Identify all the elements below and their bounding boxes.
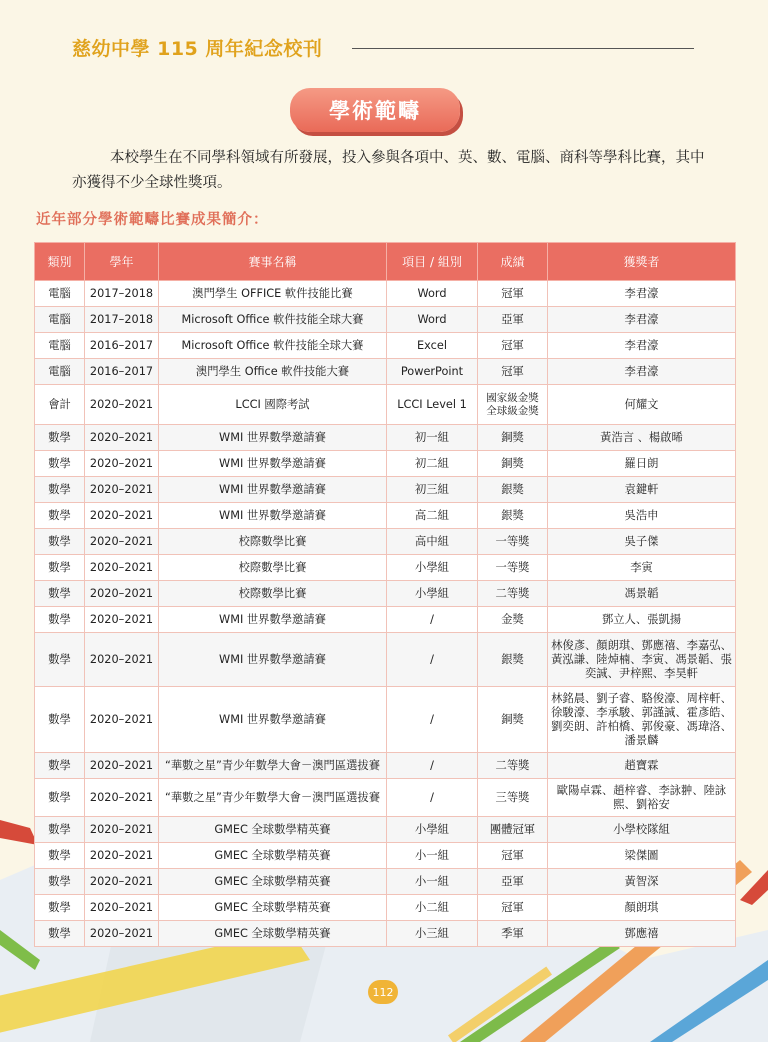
cell-category: 數學 [35, 843, 85, 869]
cell-category: 數學 [35, 555, 85, 581]
cell-school-year: 2020–2021 [85, 779, 159, 817]
cell-school-year: 2020–2021 [85, 425, 159, 451]
cell-competition: GMEC 全球數學精英賽 [159, 895, 387, 921]
cell-winners: 李君濠 [548, 333, 736, 359]
cell-competition: 校際數學比賽 [159, 581, 387, 607]
cell-school-year: 2020–2021 [85, 869, 159, 895]
cell-winners: 顏朗琪 [548, 895, 736, 921]
cell-winners: 林俊彥、顏朗琪、鄧應禧、李嘉弘、黃泓謙、陸焯楠、李寅、馮景韜、張奕誠、尹梓熙、李昊軒 [548, 633, 736, 687]
cell-school-year: 2020–2021 [85, 503, 159, 529]
cell-category: 電腦 [35, 307, 85, 333]
cell-school-year: 2020–2021 [85, 555, 159, 581]
cell-category: 數學 [35, 503, 85, 529]
header-school-year: 學年 [85, 243, 159, 281]
cell-event-group: / [387, 687, 478, 753]
table-row [35, 451, 736, 477]
cell-event-group: 高二組 [387, 503, 478, 529]
cell-winners: 趙寶霖 [548, 753, 736, 779]
cell-result: 冠軍 [478, 843, 548, 869]
cell-event-group: LCCI Level 1 [387, 385, 478, 425]
cell-event-group: 小三組 [387, 921, 478, 947]
cell-category: 數學 [35, 779, 85, 817]
cell-competition: WMI 世界數學邀請賽 [159, 451, 387, 477]
cell-result: 二等獎 [478, 581, 548, 607]
cell-event-group: Excel [387, 333, 478, 359]
cell-competition: “華數之星”青少年數學大會－澳門區選拔賽 [159, 753, 387, 779]
cell-winners: 李君濠 [548, 307, 736, 333]
cell-winners: 何耀文 [548, 385, 736, 425]
cell-result: 冠軍 [478, 333, 548, 359]
cell-winners: 吳子傑 [548, 529, 736, 555]
cell-result: 銅獎 [478, 687, 548, 753]
table-row [35, 359, 736, 385]
cell-winners: 馮景韜 [548, 581, 736, 607]
cell-result: 一等獎 [478, 555, 548, 581]
cell-result: 冠軍 [478, 359, 548, 385]
intro-paragraph: 本校學生在不同學科領域有所發展，投入參與各項中、英、數、電腦、商科等學科比賽，其中亦獲得不少全球性獎項。 [72, 150, 705, 191]
cell-event-group: Word [387, 281, 478, 307]
cell-category: 數學 [35, 581, 85, 607]
table-row [35, 281, 736, 307]
cell-event-group: / [387, 607, 478, 633]
cell-competition: LCCI 國際考試 [159, 385, 387, 425]
header-result: 成績 [478, 243, 548, 281]
table-row [35, 581, 736, 607]
cell-result: 二等獎 [478, 753, 548, 779]
table-row [35, 307, 736, 333]
table-row [35, 333, 736, 359]
cell-winners: 梁傑圖 [548, 843, 736, 869]
cell-category: 數學 [35, 817, 85, 843]
cell-winners: 林銘晨、劉子睿、駱俊濠、周梓軒、徐駿濠、李承駿、郭謹誠、霍彥皓、劉奕朗、許柏橋、郭俊豪、馮瑋洛、潘景麟 [548, 687, 736, 753]
header-category: 類別 [35, 243, 85, 281]
table-row [35, 385, 736, 425]
cell-category: 數學 [35, 869, 85, 895]
table-row [35, 843, 736, 869]
publication-title: 慈幼中學 115 周年紀念校刊 [72, 38, 323, 60]
cell-category: 數學 [35, 425, 85, 451]
cell-category: 數學 [35, 921, 85, 947]
cell-winners: 李寅 [548, 555, 736, 581]
cell-category: 數學 [35, 895, 85, 921]
cell-event-group: 小學組 [387, 817, 478, 843]
cell-category: 會計 [35, 385, 85, 425]
header-event-group: 項目 / 組別 [387, 243, 478, 281]
cell-winners: 李君濠 [548, 281, 736, 307]
cell-school-year: 2020–2021 [85, 477, 159, 503]
section-banner-label: 學術範疇 [329, 99, 421, 123]
table-row [35, 425, 736, 451]
cell-school-year: 2020–2021 [85, 921, 159, 947]
cell-result: 國家級金獎 全球級金獎 [478, 385, 548, 425]
section-banner [290, 88, 460, 132]
cell-event-group: 小一組 [387, 843, 478, 869]
cell-competition: WMI 世界數學邀請賽 [159, 425, 387, 451]
cell-competition: WMI 世界數學邀請賽 [159, 503, 387, 529]
cell-event-group: 高中組 [387, 529, 478, 555]
cell-school-year: 2020–2021 [85, 385, 159, 425]
table-row [35, 817, 736, 843]
table-row [35, 895, 736, 921]
header-competition: 賽事名稱 [159, 243, 387, 281]
cell-competition: 澳門學生 OFFICE 軟件技能比賽 [159, 281, 387, 307]
cell-winners: 鄧應禧 [548, 921, 736, 947]
cell-category: 數學 [35, 607, 85, 633]
cell-event-group: 小二組 [387, 895, 478, 921]
cell-winners: 羅日朗 [548, 451, 736, 477]
cell-result: 銅獎 [478, 451, 548, 477]
cell-result: 三等獎 [478, 779, 548, 817]
cell-school-year: 2020–2021 [85, 687, 159, 753]
cell-category: 數學 [35, 451, 85, 477]
cell-school-year: 2017–2018 [85, 307, 159, 333]
header-rule [352, 48, 694, 49]
cell-event-group: 小學組 [387, 555, 478, 581]
cell-winners: 歐陽卓霖、趙梓睿、李詠翀、陸詠熙、劉裕安 [548, 779, 736, 817]
table-row [35, 921, 736, 947]
cell-event-group: 初二組 [387, 451, 478, 477]
table-row [35, 687, 736, 753]
cell-event-group: 小學組 [387, 581, 478, 607]
cell-school-year: 2020–2021 [85, 753, 159, 779]
cell-winners: 鄧立人、張凱揚 [548, 607, 736, 633]
results-heading: 近年部分學術範疇比賽成果簡介： [36, 212, 269, 228]
cell-winners: 吳浩申 [548, 503, 736, 529]
cell-school-year: 2020–2021 [85, 843, 159, 869]
cell-school-year: 2020–2021 [85, 451, 159, 477]
cell-winners: 黃智深 [548, 869, 736, 895]
cell-category: 數學 [35, 633, 85, 687]
cell-competition: WMI 世界數學邀請賽 [159, 687, 387, 753]
cell-winners: 李君濠 [548, 359, 736, 385]
cell-result: 冠軍 [478, 281, 548, 307]
cell-school-year: 2020–2021 [85, 581, 159, 607]
cell-school-year: 2020–2021 [85, 817, 159, 843]
cell-winners: 黃浩言 、楊啟晞 [548, 425, 736, 451]
cell-result: 金獎 [478, 607, 548, 633]
cell-competition: GMEC 全球數學精英賽 [159, 869, 387, 895]
cell-competition: “華數之星”青少年數學大會－澳門區選拔賽 [159, 779, 387, 817]
cell-category: 數學 [35, 529, 85, 555]
cell-event-group: PowerPoint [387, 359, 478, 385]
cell-result: 冠軍 [478, 895, 548, 921]
cell-competition: GMEC 全球數學精英賽 [159, 817, 387, 843]
cell-school-year: 2016–2017 [85, 359, 159, 385]
cell-competition: WMI 世界數學邀請賽 [159, 607, 387, 633]
table-row [35, 529, 736, 555]
table-row [35, 779, 736, 817]
cell-competition: Microsoft Office 軟件技能全球大賽 [159, 307, 387, 333]
table-row [35, 869, 736, 895]
cell-winners: 小學校隊組 [548, 817, 736, 843]
cell-competition: 校際數學比賽 [159, 529, 387, 555]
cell-school-year: 2020–2021 [85, 633, 159, 687]
table-row [35, 633, 736, 687]
cell-competition: Microsoft Office 軟件技能全球大賽 [159, 333, 387, 359]
cell-category: 數學 [35, 477, 85, 503]
results-table [34, 242, 736, 947]
cell-result: 季軍 [478, 921, 548, 947]
table-header-row [35, 243, 736, 281]
cell-event-group: / [387, 753, 478, 779]
cell-result: 銀獎 [478, 503, 548, 529]
cell-category: 電腦 [35, 333, 85, 359]
cell-school-year: 2016–2017 [85, 333, 159, 359]
cell-event-group: Word [387, 307, 478, 333]
cell-result: 一等獎 [478, 529, 548, 555]
table-row [35, 555, 736, 581]
cell-school-year: 2020–2021 [85, 607, 159, 633]
cell-category: 電腦 [35, 281, 85, 307]
table-body [35, 281, 736, 947]
table-row [35, 477, 736, 503]
cell-competition: GMEC 全球數學精英賽 [159, 843, 387, 869]
cell-school-year: 2020–2021 [85, 895, 159, 921]
cell-event-group: 初一組 [387, 425, 478, 451]
cell-event-group: / [387, 633, 478, 687]
cell-competition: WMI 世界數學邀請賽 [159, 633, 387, 687]
cell-category: 電腦 [35, 359, 85, 385]
cell-competition: 澳門學生 Office 軟件技能大賽 [159, 359, 387, 385]
table-row [35, 607, 736, 633]
cell-event-group: / [387, 779, 478, 817]
cell-result: 銅獎 [478, 425, 548, 451]
cell-result: 亞軍 [478, 307, 548, 333]
cell-competition: GMEC 全球數學精英賽 [159, 921, 387, 947]
cell-winners: 袁鍵軒 [548, 477, 736, 503]
cell-school-year: 2017–2018 [85, 281, 159, 307]
cell-event-group: 小一組 [387, 869, 478, 895]
cell-result: 亞軍 [478, 869, 548, 895]
cell-category: 數學 [35, 687, 85, 753]
cell-category: 數學 [35, 753, 85, 779]
cell-result: 銀獎 [478, 477, 548, 503]
header-winners: 獲獎者 [548, 243, 736, 281]
cell-competition: WMI 世界數學邀請賽 [159, 477, 387, 503]
table-row [35, 753, 736, 779]
cell-result: 團體冠軍 [478, 817, 548, 843]
page-number: 112 [368, 980, 398, 1004]
cell-school-year: 2020–2021 [85, 529, 159, 555]
cell-event-group: 初三組 [387, 477, 478, 503]
table-row [35, 503, 736, 529]
cell-result: 銀獎 [478, 633, 548, 687]
cell-competition: 校際數學比賽 [159, 555, 387, 581]
